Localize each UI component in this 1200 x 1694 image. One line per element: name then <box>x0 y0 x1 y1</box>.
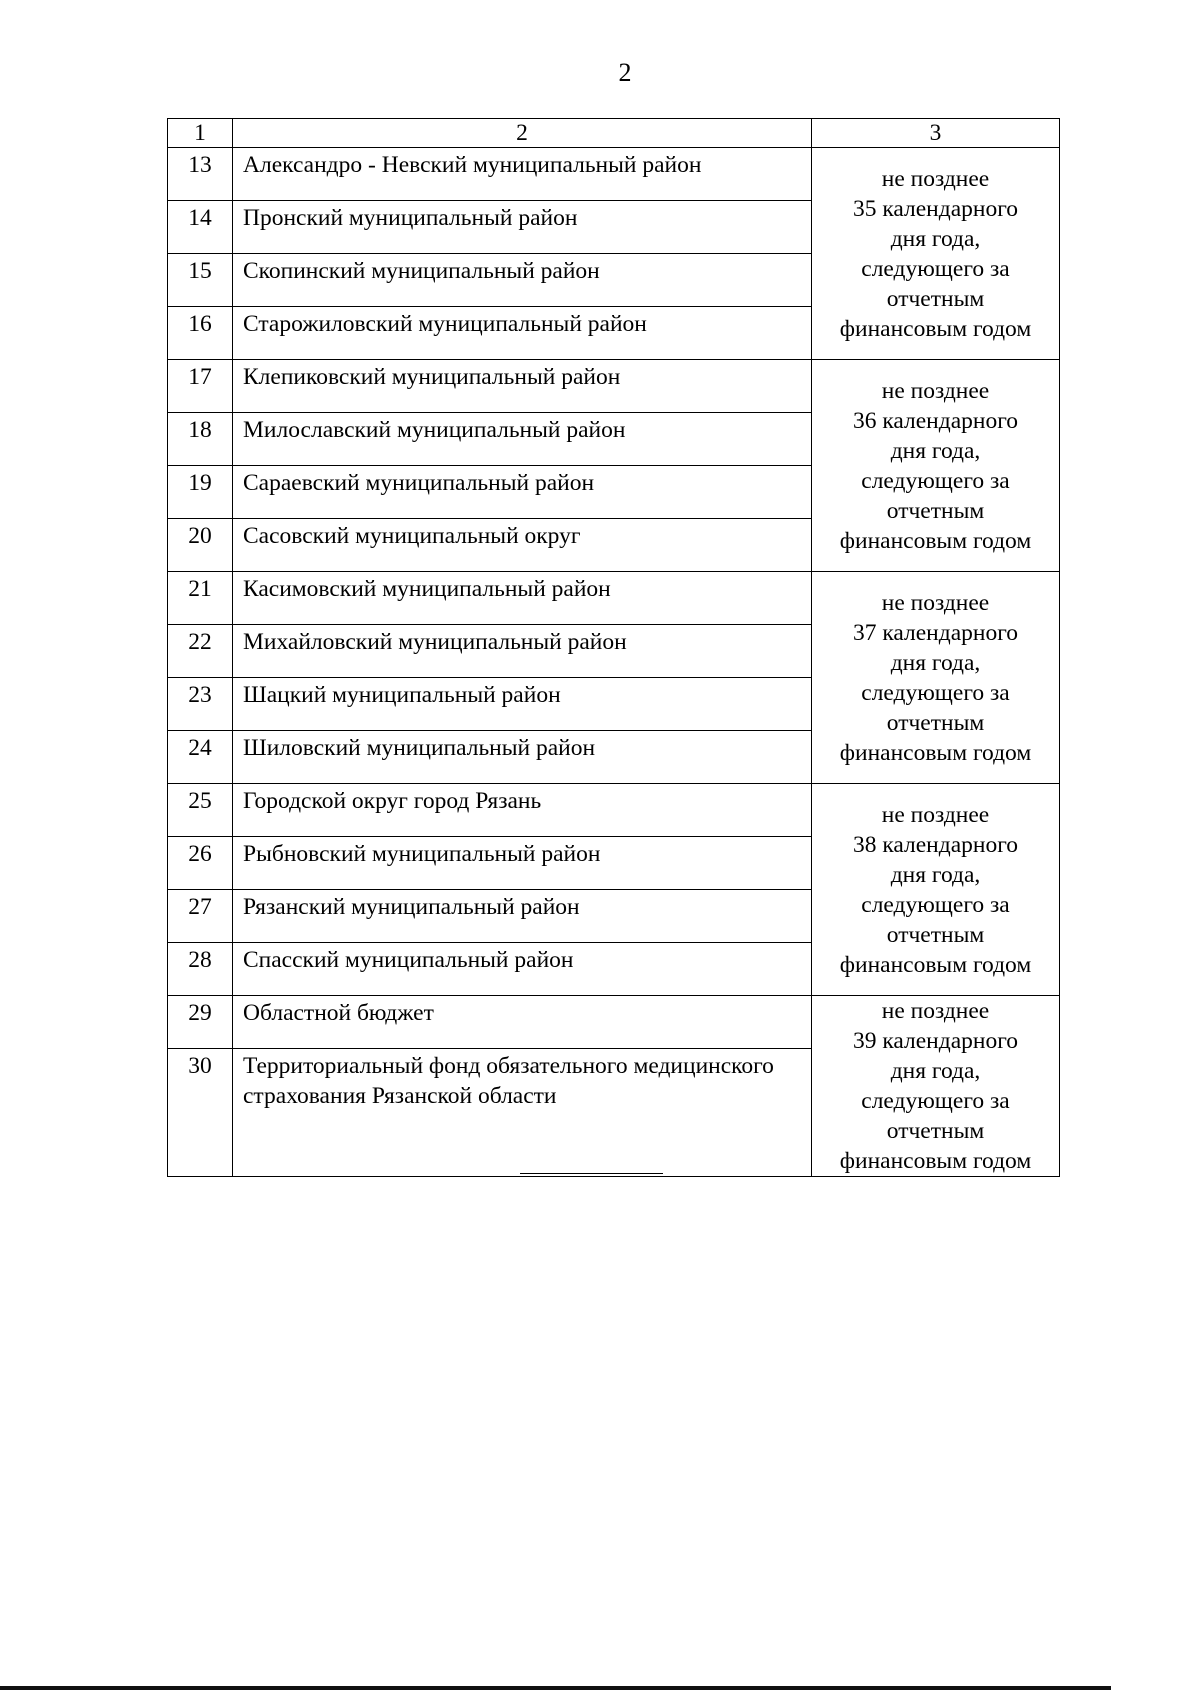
deadline-line: не позднее <box>881 165 990 192</box>
deadline-line: следующего за <box>861 467 1010 494</box>
row-number: 17 <box>168 360 233 413</box>
deadline-line: дня года, <box>890 649 981 676</box>
schedule-table <box>167 118 1060 1177</box>
deadline-line: финансовым годом <box>839 527 1032 554</box>
row-name: Сараевский муниципальный район <box>233 466 812 519</box>
row-number: 22 <box>168 625 233 678</box>
row-number: 14 <box>168 201 233 254</box>
deadline-line: финансовым годом <box>839 739 1032 766</box>
deadline-line: следующего за <box>861 679 1010 706</box>
table-row <box>168 784 1060 837</box>
row-name: Шиловский муниципальный район <box>233 731 812 784</box>
row-name: Касимовский муниципальный район <box>233 572 812 625</box>
deadline-line: дня года, <box>890 225 981 252</box>
row-number: 24 <box>168 731 233 784</box>
deadline-line: не позднее <box>881 377 990 404</box>
row-number: 16 <box>168 307 233 360</box>
table-header-row <box>168 119 1060 148</box>
row-name: Рязанский муниципальный район <box>233 890 812 943</box>
header-cell-1: 1 <box>168 119 233 148</box>
row-name: Михайловский муниципальный район <box>233 625 812 678</box>
deadline-cell <box>812 360 1060 572</box>
deadline-line: не позднее <box>881 801 990 828</box>
deadline-cell <box>812 996 1060 1177</box>
row-number: 15 <box>168 254 233 307</box>
deadline-line: 36 календарного <box>852 407 1019 434</box>
deadline-line: 35 календарного <box>852 195 1019 222</box>
deadline-line: дня года, <box>890 861 981 888</box>
row-number: 18 <box>168 413 233 466</box>
deadline-line: не позднее <box>881 998 990 1024</box>
end-rule <box>520 1173 663 1174</box>
deadline-line: не позднее <box>881 589 990 616</box>
row-name: Рыбновский муниципальный район <box>233 837 812 890</box>
row-name: Спасский муниципальный район <box>233 943 812 996</box>
deadline-line: следующего за <box>861 255 1010 282</box>
deadline-line: финансовым годом <box>839 951 1032 978</box>
deadline-cell <box>812 148 1060 360</box>
table-row <box>168 996 1060 1049</box>
row-name: Территориальный фонд обязательного медицинского страхования Рязанской области <box>233 1049 812 1177</box>
deadline-line: 37 календарного <box>852 619 1019 646</box>
table-body <box>168 119 1060 1177</box>
deadline-line: финансовым годом <box>839 315 1032 342</box>
header-cell-2: 2 <box>233 119 812 148</box>
row-name: Городской округ город Рязань <box>233 784 812 837</box>
deadline-line: отчетным <box>886 497 985 524</box>
row-number: 21 <box>168 572 233 625</box>
row-number: 20 <box>168 519 233 572</box>
row-number: 25 <box>168 784 233 837</box>
row-name: Пронский муниципальный район <box>233 201 812 254</box>
deadline-line: 39 календарного <box>852 1028 1019 1054</box>
deadline-line: дня года, <box>890 1058 981 1084</box>
deadline-line: следующего за <box>861 1088 1010 1114</box>
row-number: 23 <box>168 678 233 731</box>
row-name: Сасовский муниципальный округ <box>233 519 812 572</box>
table-row <box>168 148 1060 201</box>
row-name: Скопинский муниципальный район <box>233 254 812 307</box>
row-name: Милославский муниципальный район <box>233 413 812 466</box>
row-name: Александро - Невский муниципальный район <box>233 148 812 201</box>
deadline-line: следующего за <box>861 891 1010 918</box>
row-name: Шацкий муниципальный район <box>233 678 812 731</box>
deadline-line: финансовым годом <box>839 1148 1032 1174</box>
deadline-line: отчетным <box>886 1118 985 1144</box>
deadline-cell <box>812 784 1060 996</box>
row-number: 26 <box>168 837 233 890</box>
row-name: Старожиловский муниципальный район <box>233 307 812 360</box>
deadline-line: отчетным <box>886 921 985 948</box>
row-number: 27 <box>168 890 233 943</box>
deadline-line: отчетным <box>886 709 985 736</box>
deadline-line: дня года, <box>890 437 981 464</box>
deadline-line: отчетным <box>886 285 985 312</box>
table-row <box>168 360 1060 413</box>
row-number: 28 <box>168 943 233 996</box>
row-number: 19 <box>168 466 233 519</box>
deadline-cell <box>812 572 1060 784</box>
row-name: Клепиковский муниципальный район <box>233 360 812 413</box>
row-number: 13 <box>168 148 233 201</box>
deadline-line: 38 календарного <box>852 831 1019 858</box>
row-number: 29 <box>168 996 233 1049</box>
row-number: 30 <box>168 1049 233 1177</box>
row-name: Областной бюджет <box>233 996 812 1049</box>
page-number: 2 <box>618 58 632 87</box>
scan-edge-bar <box>0 1686 1111 1690</box>
table-row <box>168 572 1060 625</box>
header-cell-3: 3 <box>812 119 1060 148</box>
